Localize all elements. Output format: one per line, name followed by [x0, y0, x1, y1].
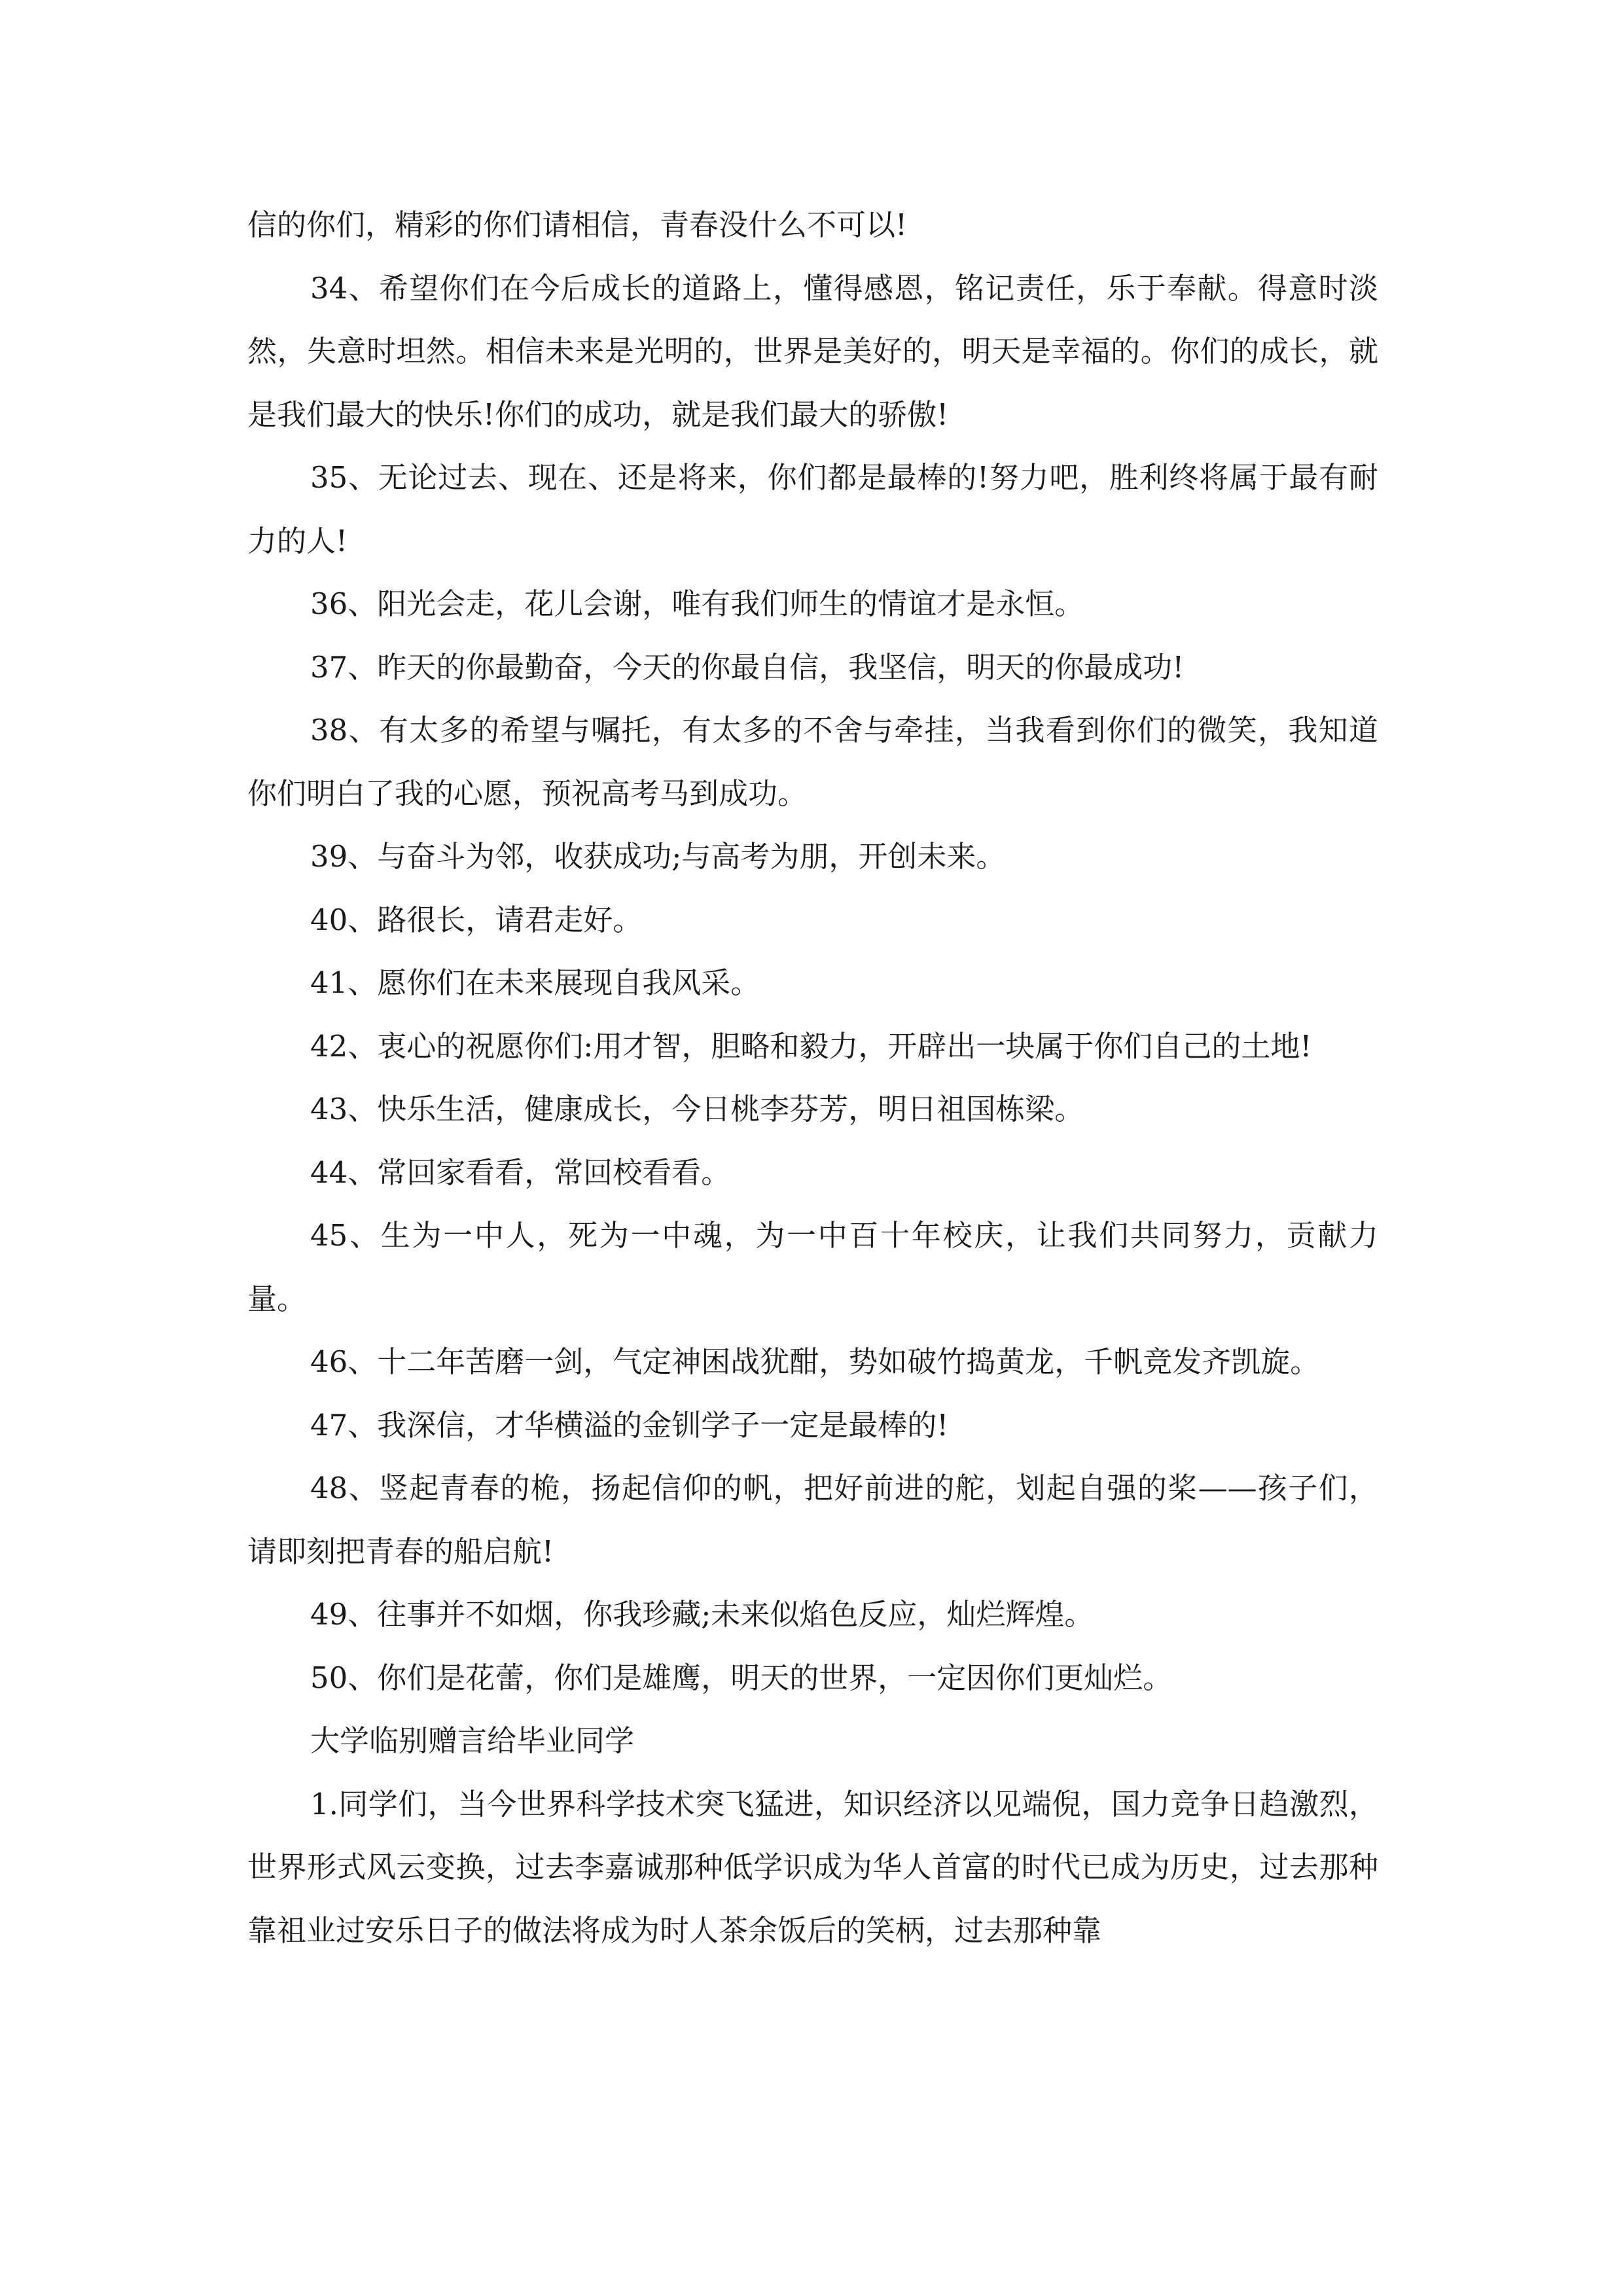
paragraph-39: 39、与奋斗为邻，收获成功;与高考为朋，开创未来。	[310, 839, 1006, 874]
section-heading: 大学临别赠言给毕业同学	[310, 1723, 635, 1758]
paragraph-45: 45、生为一中人，死为一中魂，为一中百十年校庆，让我们共同努力，贡献力量。	[247, 1218, 1378, 1316]
paragraph-43: 43、快乐生活，健康成长，今日桃李芬芳，明日祖国栋梁。	[310, 1092, 1084, 1126]
paragraph-40: 40、路很长，请君走好。	[310, 902, 643, 937]
paragraph-44: 44、常回家看看，常回校看看。	[310, 1155, 731, 1190]
paragraph-34: 34、希望你们在今后成长的道路上，懂得感恩，铭记责任，乐于奉献。得意时淡然，失意时坦然。相信未来是光明的，世界是美好的，明天是幸福的。你们的成长，就是我们最大的快乐!你们的成功，就是我们最大的骄傲!	[247, 270, 1378, 432]
paragraph-50: 50、你们是花蕾，你们是雄鹰，明天的世界，一定因你们更灿烂。	[310, 1660, 1173, 1695]
paragraph-42: 42、衷心的祝愿你们:用才智，胆略和毅力，开辟出一块属于你们自己的土地!	[310, 1028, 1312, 1064]
paragraph-41: 41、愿你们在未来展现自我风采。	[310, 965, 760, 1000]
paragraph-35: 35、无论过去、现在、还是将来，你们都是最棒的!努力吧，胜利终将属于最有耐力的人!	[247, 460, 1378, 558]
paragraph-38: 38、有太多的希望与嘱托，有太多的不舍与牵挂，当我看到你们的微笑，我知道你们明白了我的心愿，预祝高考马到成功。	[247, 713, 1378, 811]
paragraph-section-1: 1.同学们，当今世界科学技术突飞猛进，知识经济以见端倪，国力竞争日趋激烈，世界形式风云变换，过去李嘉诚那种低学识成为华人首富的时代已成为历史，过去那种靠祖业过安乐日子的做法将成为时人茶余饭后的笑柄，过去那种靠	[247, 1786, 1378, 1948]
paragraph-37: 37、昨天的你最勤奋，今天的你最自信，我坚信，明天的你最成功!	[310, 649, 1185, 685]
paragraph-48: 48、竖起青春的桅，扬起信仰的帆，把好前进的舵，划起自强的桨——孩子们，请即刻把青春的船启航!	[247, 1471, 1378, 1569]
paragraph-49: 49、往事并不如烟，你我珍藏;未来似焰色反应，灿烂辉煌。	[310, 1597, 1094, 1632]
paragraph-continuation: 信的你们，精彩的你们请相信，青春没什么不可以!	[247, 207, 908, 242]
paragraph-46: 46、十二年苦磨一剑，气定神困战犹酣，势如破竹捣黄龙，千帆竞发齐凯旋。	[310, 1344, 1320, 1379]
paragraph-36: 36、阳光会走，花儿会谢，唯有我们师生的情谊才是永恒。	[310, 586, 1084, 621]
document-body	[247, 194, 1378, 1962]
paragraph-47: 47、我深信，才华横溢的金钏学子一定是最棒的!	[310, 1407, 949, 1443]
